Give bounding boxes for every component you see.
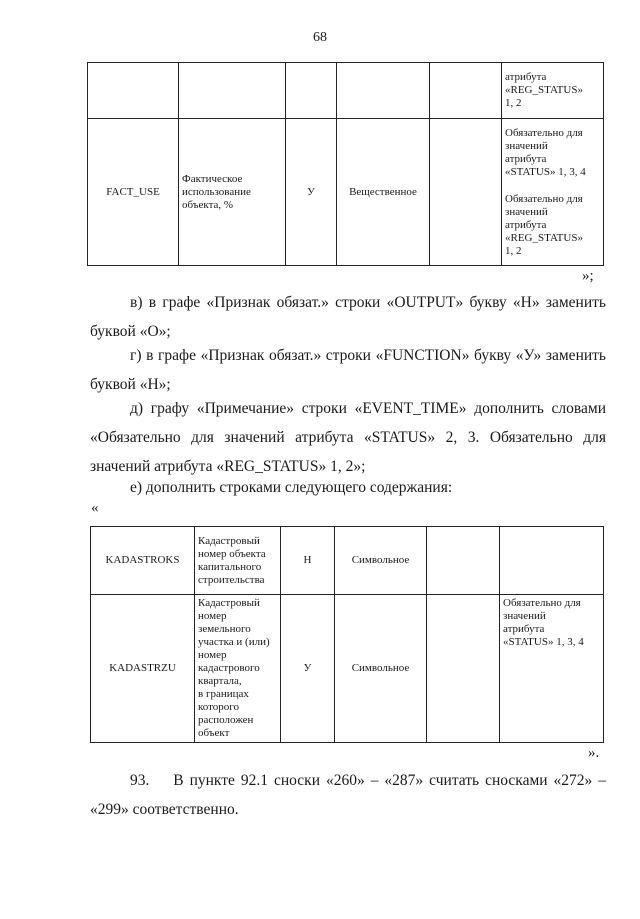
note-line: Обязательно для: [503, 597, 581, 609]
code-cell: FACT_USE: [88, 119, 179, 266]
name-line: квартала,: [198, 675, 242, 687]
flag-cell: Н: [281, 527, 335, 595]
table-cell: [427, 595, 500, 743]
note-line: Обязательно для: [505, 192, 583, 205]
attributes-table-continued: [87, 62, 604, 266]
note-line: «REG_STATUS»: [505, 231, 583, 244]
item-93-text: В пункте 92.1 сноски «260» – «287» считать сносками «272» – «299» соответственно.: [90, 772, 606, 818]
paragraph-g: г) в графе «Признак обязат.» строки «FUNCTION» букву «У» заменить буквой «Н»;: [90, 347, 606, 393]
note-cell: [502, 119, 604, 266]
name-line: номер земельного: [198, 610, 251, 635]
flag-cell: У: [286, 119, 337, 266]
table-row: [91, 595, 604, 743]
table-row: [91, 527, 604, 595]
name-line: объект: [198, 727, 230, 739]
name-cell: [195, 527, 281, 595]
name-line: капитального: [198, 560, 262, 573]
table-cell: [427, 527, 500, 595]
table-cell: [337, 63, 430, 119]
note-line: «STATUS» 1, 3, 4: [503, 636, 584, 648]
flag-cell: У: [281, 595, 335, 743]
type-cell: Символьное: [335, 527, 427, 595]
note-line: значений: [505, 139, 548, 152]
table-cell: [430, 63, 502, 119]
name-line: строительства: [198, 573, 265, 586]
table-cell: [430, 119, 502, 266]
note-cell: [500, 527, 604, 595]
name-line: которого: [198, 701, 240, 713]
name-line: в границах: [198, 688, 249, 700]
note-line: атрибута: [505, 71, 547, 83]
note-line: Обязательно для: [505, 126, 583, 139]
name-line: использование: [182, 185, 251, 198]
name-line: Кадастровый: [198, 597, 260, 609]
name-line: номер объекта: [198, 547, 266, 560]
note-line: атрибута: [503, 623, 545, 635]
paragraph-d: д) графу «Примечание» строки «EVENT_TIME» дополнить словами «Обязательно для значений атрибута «STATUS» 2, 3. Обязательно для значений атрибута «REG_STATUS» 1, 2»;: [90, 400, 606, 475]
paragraph-v: в) в графе «Признак обязат.» строки «OUTPUT» букву «Н» заменить буквой «О»;: [90, 294, 606, 340]
note-line: атрибута: [505, 218, 547, 231]
note-line: 1, 2: [505, 244, 522, 257]
type-cell: Вещественное: [337, 119, 430, 266]
note-line: «REG_STATUS»: [505, 84, 583, 96]
note-cell: [502, 63, 604, 119]
item-93-number: 93.: [130, 772, 150, 789]
note-cell: [500, 595, 604, 743]
table-cell: [179, 63, 286, 119]
table2-closing-quote: ».: [588, 745, 600, 761]
name-cell: [195, 595, 281, 743]
note-line: 1, 2: [505, 97, 522, 109]
name-cell: [179, 119, 286, 266]
name-line: номер: [198, 649, 227, 661]
table-row: [88, 63, 604, 119]
code-cell: KADASTRZU: [91, 595, 195, 743]
code-cell: KADASTROKS: [91, 527, 195, 595]
page-number: 68: [313, 30, 327, 45]
new-rows-table: [90, 526, 604, 743]
opening-quote: «: [91, 500, 99, 516]
note-line: атрибута: [505, 152, 547, 165]
name-line: Кадастровый: [198, 534, 260, 547]
name-line: кадастрового: [198, 662, 260, 674]
table-row: [88, 119, 604, 266]
name-line: объекта, %: [182, 198, 234, 211]
note-line: «STATUS» 1, 3, 4: [505, 165, 586, 178]
table1-closing-quote: »;: [582, 268, 594, 284]
note-line: значений: [503, 610, 546, 622]
name-line: расположен: [198, 714, 254, 726]
paragraph-e: е) дополнить строками следующего содержания:: [130, 479, 453, 496]
item-93: [90, 766, 606, 824]
note-line: значений: [505, 205, 548, 218]
name-line: участка и (или): [198, 636, 270, 648]
table-cell: [286, 63, 337, 119]
table-cell: [88, 63, 179, 119]
name-line: Фактическое: [182, 172, 243, 185]
type-cell: Символьное: [335, 595, 427, 743]
